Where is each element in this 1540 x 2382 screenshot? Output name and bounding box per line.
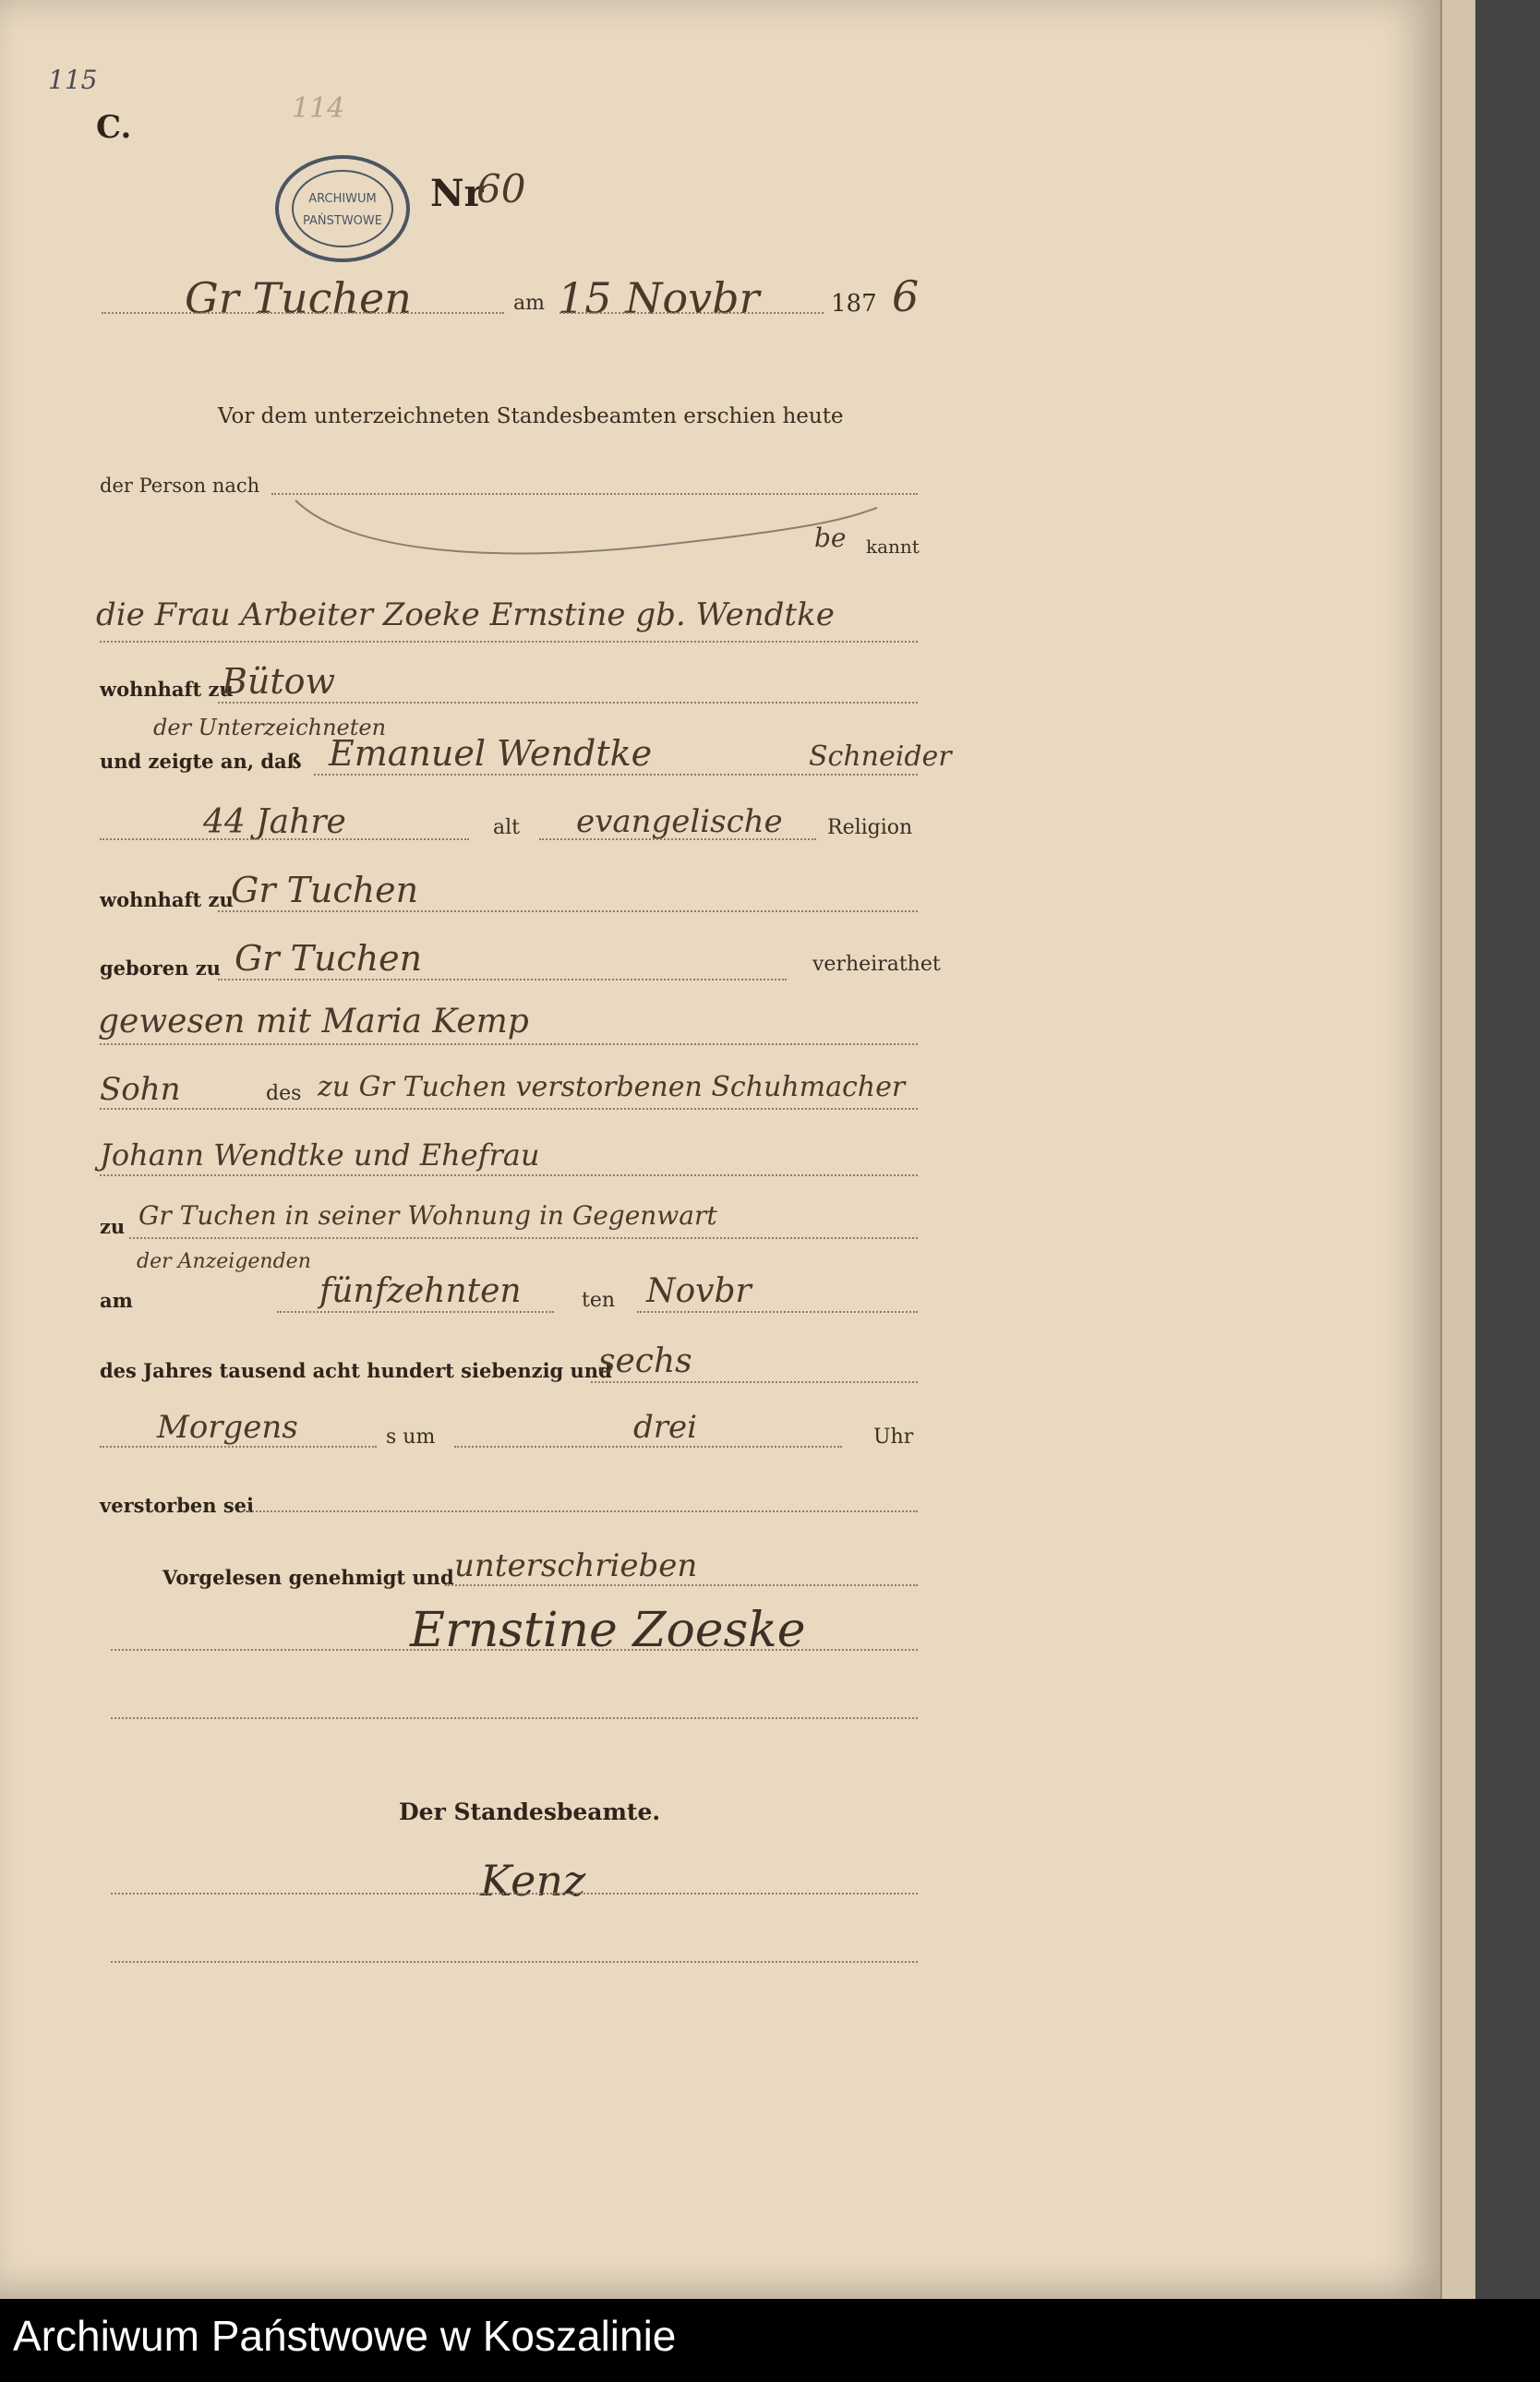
stamp-line-2: PAŃSTWOWE (303, 214, 382, 228)
deceased-birthplace: Gr Tuchen (235, 938, 423, 979)
relation-note: der Unterzeichneten (153, 715, 387, 740)
blank-flourish (277, 489, 886, 572)
standesbeamte-label: Der Standesbeamte. (399, 1799, 661, 1825)
wohnhaft-label-1: wohnhaft zu (100, 678, 234, 701)
registration-date: 15 Novbr (558, 273, 760, 323)
uhr-label: Uhr (873, 1426, 914, 1449)
am-label-2: am (100, 1289, 133, 1312)
des-jahres-label: des Jahres tausend acht hundert siebenzig und (100, 1359, 612, 1382)
am-label: am (513, 292, 545, 315)
record-number-label: Nr (430, 172, 484, 215)
religion-label: Religion (827, 816, 913, 839)
s-um-label: s um (386, 1426, 436, 1449)
year-printed: 187 (831, 290, 877, 318)
deceased-occupation: Schneider (809, 740, 952, 773)
informant-signature: Ernstine Zoeske (410, 1603, 806, 1658)
geboren-label: geboren zu (100, 956, 221, 980)
signed-note: unterschrieben (454, 1547, 698, 1584)
zu-label: zu (100, 1215, 126, 1238)
deceased-name: Emanuel Wendtke (329, 733, 653, 774)
deceased-residence: Gr Tuchen (231, 870, 419, 910)
official-signature: Kenz (480, 1856, 586, 1906)
stamp-line-1: ARCHIWUM (308, 192, 377, 206)
kannt-label: kannt (866, 535, 920, 558)
archive-stamp (275, 155, 410, 262)
informant-residence: Bütow (222, 661, 336, 702)
archive-name: Archiwum Państwowe w Koszalinie (13, 2312, 677, 2360)
intro-text: Vor dem unterzeichneten Standesbeamten erschien heute (218, 404, 844, 428)
verstorben-label: verstorben sei (100, 1494, 255, 1517)
hour: drei (633, 1409, 698, 1446)
series-letter: C. (96, 109, 132, 146)
year-handwritten: 6 (892, 271, 920, 321)
place-of-death: Gr Tuchen in seiner Wohnung in Gegenwart (138, 1200, 717, 1231)
bekannt-hand: be (814, 523, 847, 553)
und-zeigte-label: und zeigte an, daß (100, 750, 302, 773)
parents-relation: Sohn (100, 1071, 181, 1108)
record-number: 60 (476, 166, 526, 211)
year-word: sechs (598, 1342, 692, 1380)
death-day: fünfzehnten (319, 1272, 522, 1310)
ten-label: ten (582, 1289, 616, 1312)
wohnhaft-label-2: wohnhaft zu (100, 888, 234, 911)
page-edge (1440, 0, 1477, 2299)
verheirathet-label: verheirathet (812, 953, 941, 976)
informant-name: die Frau Arbeiter Zoeke Ernstine gb. Wendtke (96, 596, 835, 633)
place-of-registration: Gr Tuchen (185, 273, 412, 323)
person-nach-label: der Person nach (100, 475, 260, 497)
time-of-day: Morgens (157, 1409, 298, 1446)
death-month: Novbr (646, 1272, 752, 1310)
spouse-line: gewesen mit Maria Kemp (98, 1003, 529, 1041)
place-of-death-note: der Anzeigenden (137, 1250, 311, 1273)
parents-line-b: zu Gr Tuchen verstorbenen Schuhmacher (318, 1071, 906, 1103)
scanner-background (1475, 0, 1540, 2299)
deceased-age: 44 Jahre (203, 803, 346, 841)
old-folio-number: 114 (292, 92, 345, 125)
alt-label: alt (493, 816, 520, 839)
folio-number: 115 (48, 65, 98, 95)
parents-line-c: Johann Wendtke und Ehefrau (100, 1137, 540, 1173)
deceased-religion: evangelische (576, 803, 783, 840)
des-label: des (266, 1082, 302, 1105)
vorgelesen-label: Vorgelesen genehmigt und (162, 1566, 454, 1589)
